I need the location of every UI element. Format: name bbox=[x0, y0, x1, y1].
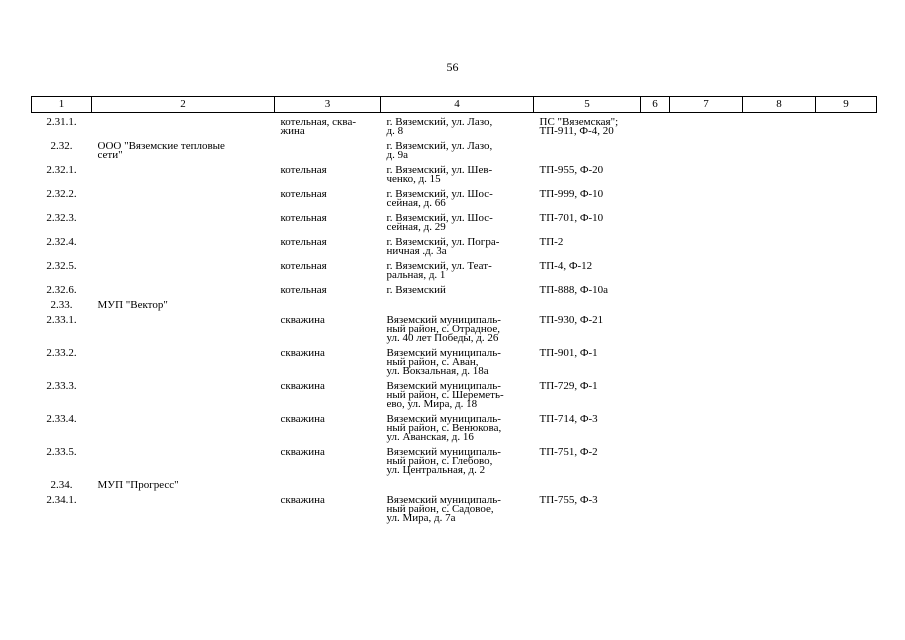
facility-type-cell: котельная bbox=[280, 260, 327, 272]
col-9-cell bbox=[816, 113, 877, 140]
col-9-cell bbox=[816, 259, 877, 283]
column-header-2: 2 bbox=[92, 97, 275, 113]
col-7-cell bbox=[670, 163, 743, 187]
facility-type-cell: котельная bbox=[280, 284, 327, 296]
col-8-cell bbox=[743, 235, 816, 259]
col-8-cell bbox=[743, 211, 816, 235]
col-8-cell bbox=[743, 139, 816, 163]
organization-cell bbox=[92, 445, 275, 478]
item-number-cell: 2.33.5. bbox=[46, 446, 77, 458]
table-row bbox=[32, 187, 877, 211]
organization-cell bbox=[92, 313, 275, 346]
power-source-cell bbox=[534, 478, 641, 493]
address-cell: г. Вяземский, ул. Лазо, д. 9а bbox=[386, 140, 493, 161]
col-9-cell bbox=[816, 379, 877, 412]
item-number-cell: 2.33. bbox=[50, 299, 73, 311]
col-7-cell bbox=[670, 379, 743, 412]
power-source-cell: ТП-955, Ф-20 bbox=[539, 164, 604, 176]
facility-type-cell: котельная bbox=[280, 236, 327, 248]
item-number-cell: 2.32.3. bbox=[46, 212, 77, 224]
col-8-cell bbox=[743, 478, 816, 493]
col-6-cell bbox=[641, 163, 670, 187]
address-cell bbox=[381, 298, 534, 313]
organization-cell bbox=[92, 379, 275, 412]
document-table-container bbox=[31, 96, 876, 526]
col-6-cell bbox=[641, 379, 670, 412]
table-row bbox=[32, 235, 877, 259]
power-source-cell: ТП-930, Ф-21 bbox=[539, 314, 604, 326]
table-row bbox=[32, 379, 877, 412]
table-row bbox=[32, 163, 877, 187]
col-6-cell bbox=[641, 211, 670, 235]
col-9-cell bbox=[816, 412, 877, 445]
organization-cell bbox=[92, 283, 275, 298]
col-9-cell bbox=[816, 187, 877, 211]
col-9-cell bbox=[816, 445, 877, 478]
table-row bbox=[32, 346, 877, 379]
address-cell: г. Вяземский, ул. Лазо, д. 8 bbox=[386, 116, 493, 137]
col-9-cell bbox=[816, 493, 877, 526]
col-6-cell bbox=[641, 478, 670, 493]
col-7-cell bbox=[670, 412, 743, 445]
power-source-cell: ТП-701, Ф-10 bbox=[539, 212, 604, 224]
col-6-cell bbox=[641, 412, 670, 445]
col-6-cell bbox=[641, 283, 670, 298]
col-8-cell bbox=[743, 163, 816, 187]
column-number-header bbox=[32, 97, 877, 113]
item-number-cell: 2.33.1. bbox=[46, 314, 77, 326]
table-row bbox=[32, 412, 877, 445]
item-number-cell: 2.33.3. bbox=[46, 380, 77, 392]
organization-cell bbox=[92, 412, 275, 445]
item-number-cell: 2.32.6. bbox=[46, 284, 77, 296]
item-number-cell: 2.32.5. bbox=[46, 260, 77, 272]
item-number-cell: 2.33.4. bbox=[46, 413, 77, 425]
col-7-cell bbox=[670, 139, 743, 163]
col-9-cell bbox=[816, 163, 877, 187]
address-cell: Вяземский муниципаль- ный район, с. Венюкова, ул. Аванская, д. 16 bbox=[386, 413, 502, 443]
power-source-cell: ТП-888, Ф-10а bbox=[539, 284, 609, 296]
power-source-cell: ТП-751, Ф-2 bbox=[539, 446, 598, 458]
facility-type-cell: скважина bbox=[280, 314, 325, 326]
facility-type-cell: котельная, сква- жина bbox=[280, 116, 356, 137]
facility-type-cell: скважина bbox=[280, 446, 325, 458]
facility-type-cell: котельная bbox=[280, 212, 327, 224]
col-7-cell bbox=[670, 211, 743, 235]
power-source-cell bbox=[534, 139, 641, 163]
organization-cell bbox=[92, 113, 275, 140]
power-source-cell: ТП-714, Ф-3 bbox=[539, 413, 598, 425]
col-7-cell bbox=[670, 113, 743, 140]
table-row bbox=[32, 259, 877, 283]
item-number-cell: 2.32.1. bbox=[46, 164, 77, 176]
col-8-cell bbox=[743, 379, 816, 412]
address-cell: Вяземский муниципаль- ный район, с. Отрадное, ул. 40 лет Победы, д. 26 bbox=[386, 314, 501, 344]
address-cell: г. Вяземский, ул. Шос- сейная, д. 66 bbox=[386, 188, 493, 209]
col-9-cell bbox=[816, 346, 877, 379]
col-6-cell bbox=[641, 235, 670, 259]
column-header-4: 4 bbox=[381, 97, 534, 113]
col-8-cell bbox=[743, 445, 816, 478]
organization-cell bbox=[92, 259, 275, 283]
col-9-cell bbox=[816, 298, 877, 313]
organization-cell: МУП "Прогресс" bbox=[97, 479, 179, 491]
col-7-cell bbox=[670, 187, 743, 211]
power-source-cell: ТП-901, Ф-1 bbox=[539, 347, 598, 359]
table-row bbox=[32, 478, 877, 493]
col-8-cell bbox=[743, 493, 816, 526]
col-7-cell bbox=[670, 298, 743, 313]
facility-type-cell: скважина bbox=[280, 494, 325, 506]
col-6-cell bbox=[641, 187, 670, 211]
col-9-cell bbox=[816, 478, 877, 493]
organization-cell bbox=[92, 493, 275, 526]
col-6-cell bbox=[641, 313, 670, 346]
address-cell: г. Вяземский bbox=[386, 284, 446, 296]
organization-cell bbox=[92, 346, 275, 379]
column-header-3: 3 bbox=[275, 97, 381, 113]
col-9-cell bbox=[816, 283, 877, 298]
table-row bbox=[32, 139, 877, 163]
facility-type-cell: скважина bbox=[280, 347, 325, 359]
address-cell: г. Вяземский, ул. Шос- сейная, д. 29 bbox=[386, 212, 493, 233]
page-number: 56 bbox=[446, 60, 459, 74]
item-number-cell: 2.31.1. bbox=[46, 116, 77, 128]
col-7-cell bbox=[670, 478, 743, 493]
col-8-cell bbox=[743, 283, 816, 298]
table-row bbox=[32, 298, 877, 313]
facility-type-cell bbox=[275, 298, 381, 313]
table-row bbox=[32, 211, 877, 235]
col-6-cell bbox=[641, 113, 670, 140]
column-header-5: 5 bbox=[534, 97, 641, 113]
organization-cell: МУП "Вектор" bbox=[97, 299, 168, 311]
col-6-cell bbox=[641, 298, 670, 313]
address-cell bbox=[381, 478, 534, 493]
organization-cell bbox=[92, 163, 275, 187]
col-8-cell bbox=[743, 187, 816, 211]
address-cell: г. Вяземский, ул. Погра- ничная .д. 3а bbox=[386, 236, 500, 257]
power-source-cell: ТП-729, Ф-1 bbox=[539, 380, 598, 392]
item-number-cell: 2.32. bbox=[50, 140, 73, 152]
power-source-cell: ТП-4, Ф-12 bbox=[539, 260, 593, 272]
address-cell: г. Вяземский, ул. Теат- ральная, д. 1 bbox=[386, 260, 492, 281]
col-7-cell bbox=[670, 259, 743, 283]
item-number-cell: 2.34.1. bbox=[46, 494, 77, 506]
organization-cell bbox=[92, 187, 275, 211]
address-cell: Вяземский муниципаль- ный район, с. Садовое, ул. Мира, д. 7а bbox=[386, 494, 501, 524]
col-7-cell bbox=[670, 235, 743, 259]
facility-type-cell: котельная bbox=[280, 188, 327, 200]
address-cell: г. Вяземский, ул. Шев- ченко, д. 15 bbox=[386, 164, 493, 185]
col-7-cell bbox=[670, 346, 743, 379]
power-source-cell: ТП-999, Ф-10 bbox=[539, 188, 604, 200]
table-row bbox=[32, 283, 877, 298]
table-row bbox=[32, 313, 877, 346]
organization-cell: ООО "Вяземские тепловые сети" bbox=[97, 140, 225, 161]
col-8-cell bbox=[743, 298, 816, 313]
address-cell: Вяземский муниципаль- ный район, с. Шереметь- ево, ул. Мира, д. 18 bbox=[386, 380, 504, 410]
col-9-cell bbox=[816, 139, 877, 163]
col-7-cell bbox=[670, 493, 743, 526]
column-header-9: 9 bbox=[816, 97, 877, 113]
facility-type-cell bbox=[275, 478, 381, 493]
col-9-cell bbox=[816, 235, 877, 259]
table-body bbox=[32, 113, 877, 527]
address-cell: Вяземский муниципаль- ный район, с. Глебово, ул. Центральная, д. 2 bbox=[386, 446, 501, 476]
table-row bbox=[32, 445, 877, 478]
power-source-cell bbox=[534, 298, 641, 313]
facility-type-cell: скважина bbox=[280, 413, 325, 425]
item-number-cell: 2.33.2. bbox=[46, 347, 77, 359]
power-source-cell: ТП-755, Ф-3 bbox=[539, 494, 598, 506]
item-number-cell: 2.32.4. bbox=[46, 236, 77, 248]
col-6-cell bbox=[641, 259, 670, 283]
col-9-cell bbox=[816, 211, 877, 235]
facility-type-cell: скважина bbox=[280, 380, 325, 392]
column-header-1: 1 bbox=[32, 97, 92, 113]
column-header-7: 7 bbox=[670, 97, 743, 113]
col-6-cell bbox=[641, 445, 670, 478]
organization-cell bbox=[92, 211, 275, 235]
organization-cell bbox=[92, 235, 275, 259]
col-6-cell bbox=[641, 493, 670, 526]
col-7-cell bbox=[670, 283, 743, 298]
power-source-cell: ТП-2 bbox=[539, 236, 564, 248]
column-header-8: 8 bbox=[743, 97, 816, 113]
address-cell: Вяземский муниципаль- ный район, с. Аван, ул. Вокзальная, д. 18а bbox=[386, 347, 501, 377]
facility-type-cell: котельная bbox=[280, 164, 327, 176]
table-row bbox=[32, 113, 877, 140]
table-row bbox=[32, 493, 877, 526]
column-header-6: 6 bbox=[641, 97, 670, 113]
col-6-cell bbox=[641, 139, 670, 163]
col-8-cell bbox=[743, 259, 816, 283]
col-8-cell bbox=[743, 113, 816, 140]
col-7-cell bbox=[670, 445, 743, 478]
item-number-cell: 2.32.2. bbox=[46, 188, 77, 200]
item-number-cell: 2.34. bbox=[50, 479, 73, 491]
facility-table bbox=[31, 96, 877, 526]
col-9-cell bbox=[816, 313, 877, 346]
col-7-cell bbox=[670, 313, 743, 346]
col-6-cell bbox=[641, 346, 670, 379]
facility-type-cell bbox=[275, 139, 381, 163]
col-8-cell bbox=[743, 313, 816, 346]
col-8-cell bbox=[743, 346, 816, 379]
power-source-cell: ПС "Вяземская"; ТП-911, Ф-4, 20 bbox=[539, 116, 619, 137]
col-8-cell bbox=[743, 412, 816, 445]
